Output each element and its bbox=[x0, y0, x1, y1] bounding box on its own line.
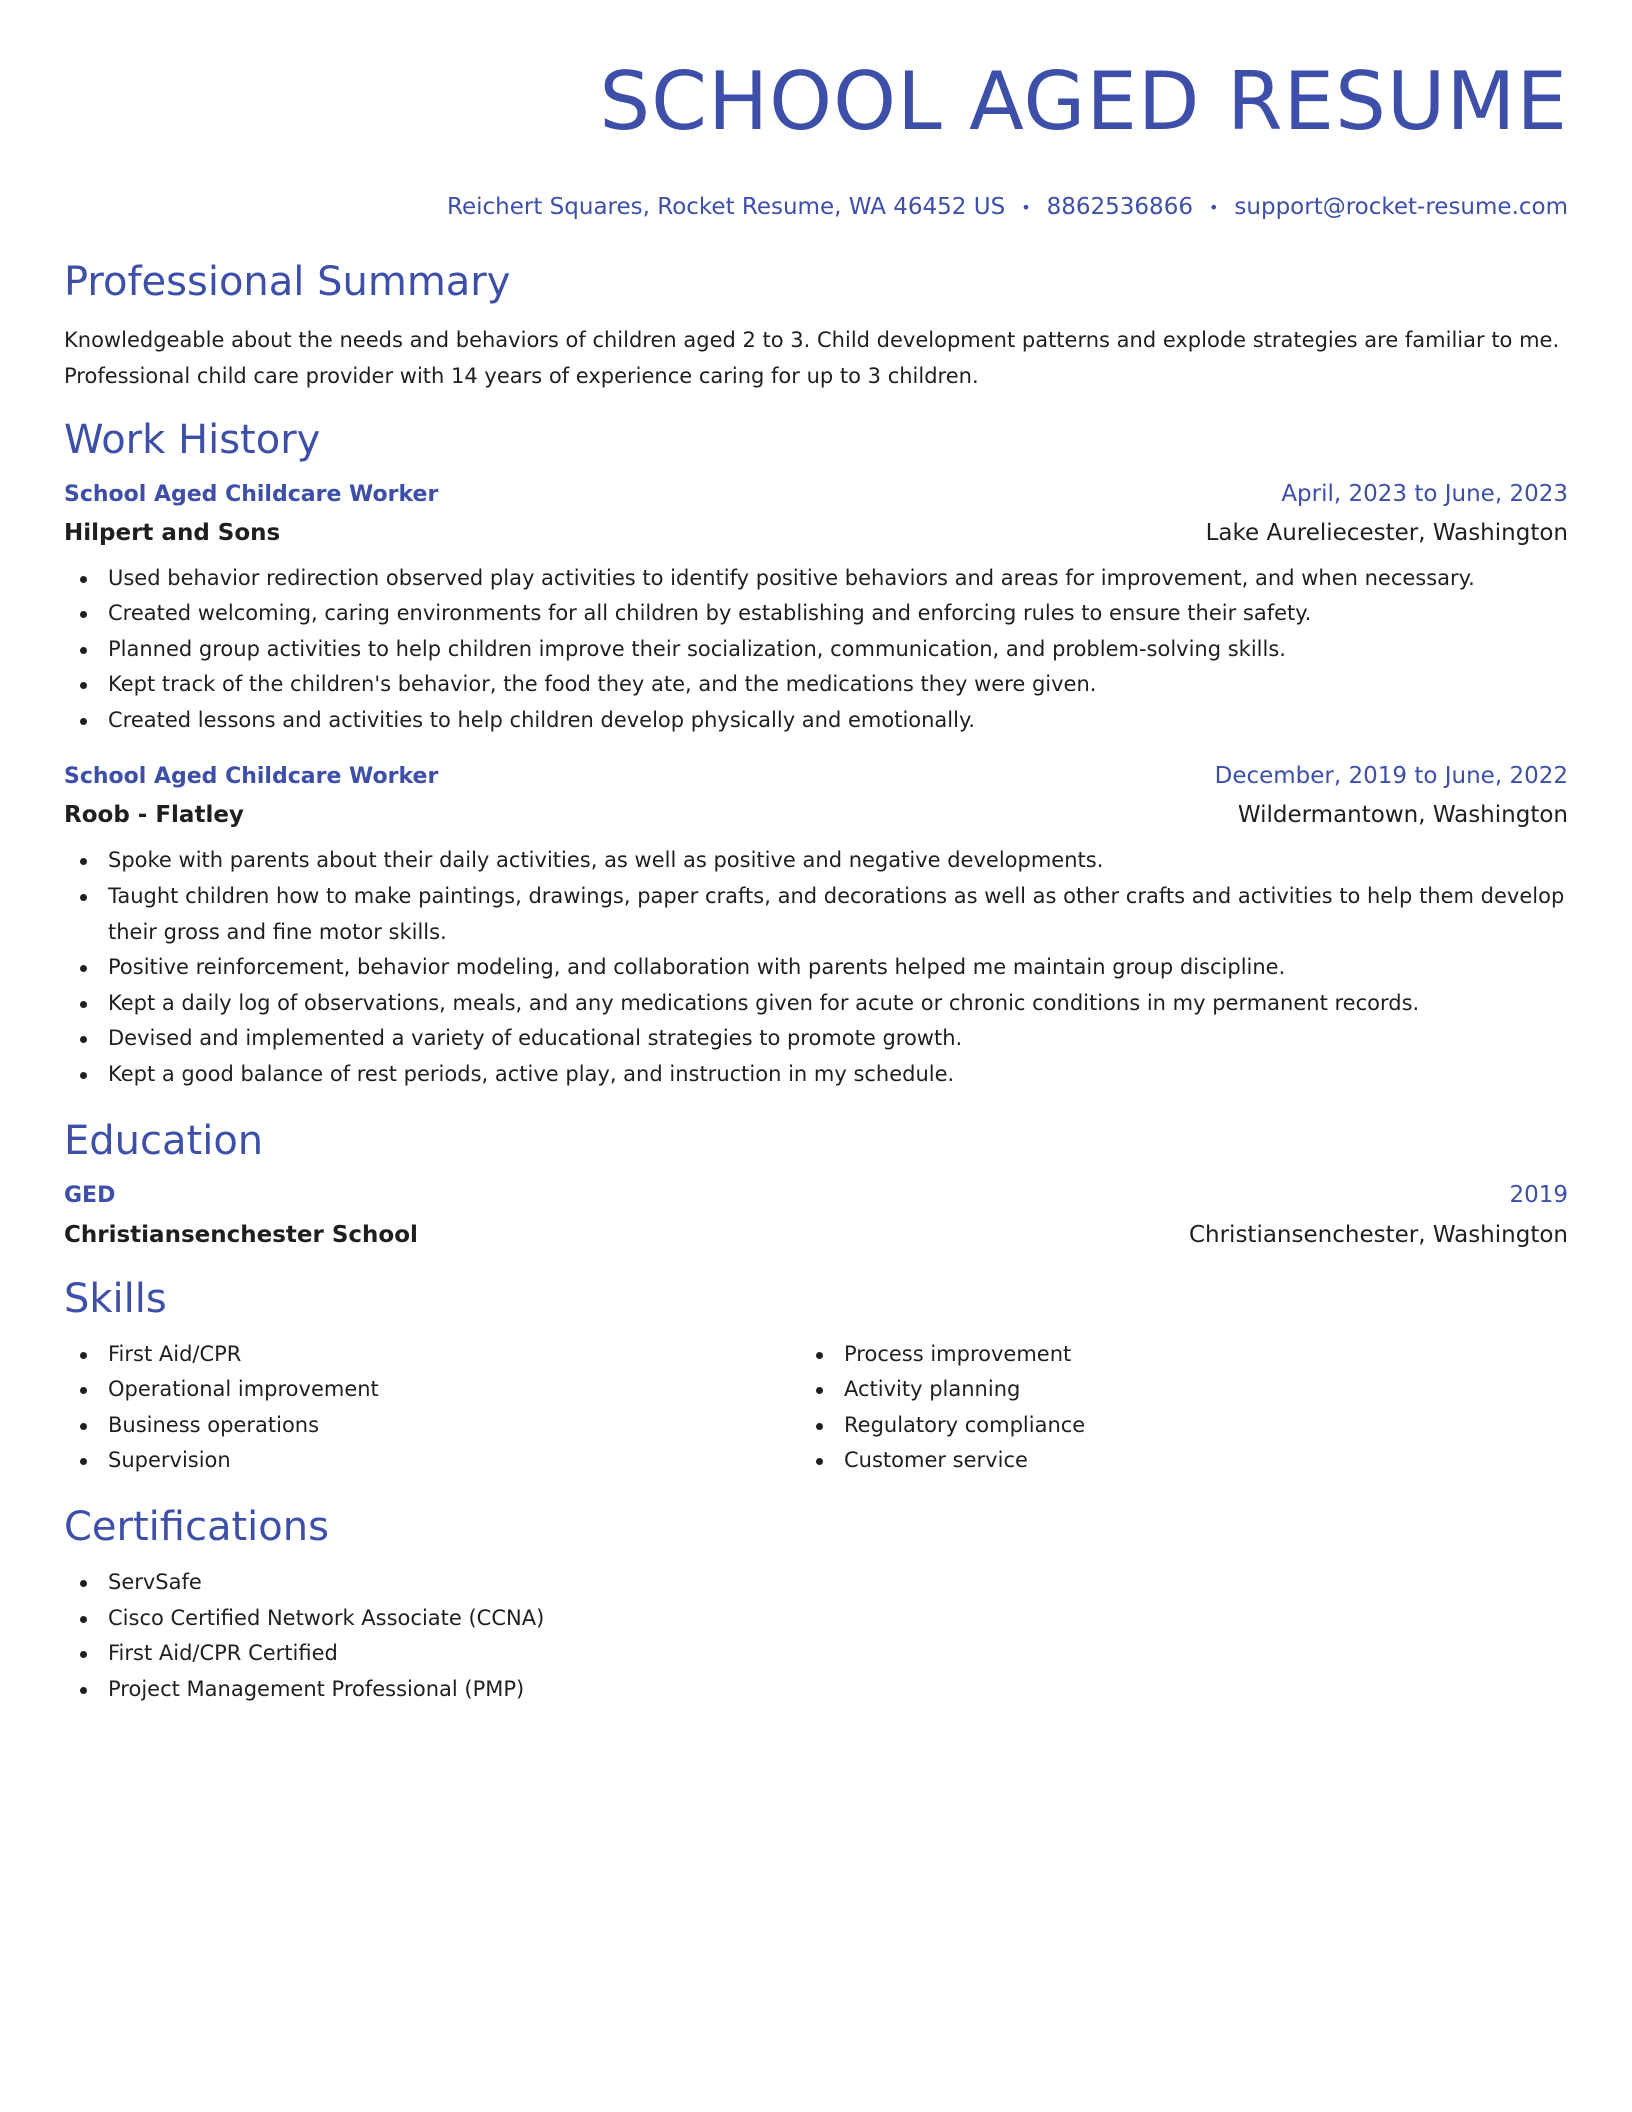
job-location: Lake Aureliecester, Washington bbox=[1205, 519, 1568, 546]
job-bullet: Kept a daily log of observations, meals, and any medications given for acute or chronic conditions in my permanent records. bbox=[64, 986, 1568, 1022]
certification-item: First Aid/CPR Certified bbox=[64, 1636, 1568, 1672]
skills-heading: Skills bbox=[64, 1275, 167, 1322]
skill-item: Regulatory compliance bbox=[800, 1408, 1536, 1444]
education-school-row bbox=[64, 1219, 1568, 1251]
job-company: Hilpert and Sons bbox=[64, 519, 281, 546]
job-company-row bbox=[64, 517, 1568, 549]
education-heading: Education bbox=[64, 1117, 264, 1164]
certifications-list bbox=[64, 1565, 1568, 1707]
job-bullet: Taught children how to make paintings, drawings, paper crafts, and decorations as well as other crafts and activities to help them develop their gross and fine motor skills. bbox=[64, 879, 1568, 950]
skill-item: Activity planning bbox=[800, 1372, 1536, 1408]
education-entry bbox=[64, 1179, 1568, 1251]
job-title: School Aged Childcare Worker bbox=[64, 764, 439, 790]
contact-line bbox=[64, 192, 1568, 223]
certifications-heading: Certifications bbox=[64, 1504, 329, 1550]
skill-item: Customer service bbox=[800, 1443, 1536, 1479]
job-dates: April, 2023 to June, 2023 bbox=[1281, 480, 1568, 507]
work-history-heading: Work History bbox=[64, 416, 321, 463]
certification-item: Cisco Certified Network Associate (CCNA) bbox=[64, 1601, 1568, 1637]
job-entry bbox=[64, 478, 1568, 739]
job-bullets bbox=[64, 561, 1568, 739]
contact-separator: • bbox=[1208, 197, 1219, 217]
education-school: Christiansenchester School bbox=[64, 1221, 418, 1248]
contact-separator: • bbox=[1021, 197, 1031, 217]
job-bullet: Planned group activities to help children improve their socialization, communication, and problem-solving skills. bbox=[64, 632, 1568, 668]
resume-name: SCHOOL AGED RESUME bbox=[599, 55, 1568, 148]
job-bullet: Kept track of the children's behavior, the food they ate, and the medications they were given. bbox=[64, 667, 1568, 703]
job-bullet: Kept a good balance of rest periods, active play, and instruction in my schedule. bbox=[64, 1057, 1568, 1093]
education-location: Christiansenchester, Washington bbox=[1188, 1221, 1568, 1248]
education-year: 2019 bbox=[1509, 1181, 1568, 1208]
job-bullet: Created lessons and activities to help children develop physically and emotionally. bbox=[64, 703, 1568, 739]
job-company: Roob - Flatley bbox=[64, 802, 244, 829]
job-bullet: Used behavior redirection observed play activities to identify positive behaviors and areas for improvement, and when necessary. bbox=[64, 561, 1568, 597]
job-entry bbox=[64, 760, 1568, 1092]
contact-email[interactable]: support@rocket-resume.com bbox=[1234, 194, 1568, 220]
education-header-row bbox=[64, 1179, 1568, 1212]
job-bullet: Spoke with parents about their daily activities, as well as positive and negative developments. bbox=[64, 843, 1568, 879]
skills-list-right bbox=[800, 1337, 1536, 1479]
skill-item: First Aid/CPR bbox=[64, 1337, 800, 1373]
job-bullet: Created welcoming, caring environments for all children by establishing and enforcing rules to ensure their safety. bbox=[64, 596, 1568, 632]
summary-heading: Professional Summary bbox=[64, 258, 511, 305]
job-title: School Aged Childcare Worker bbox=[64, 481, 439, 507]
skill-item: Business operations bbox=[64, 1408, 800, 1444]
job-bullets bbox=[64, 843, 1568, 1092]
job-location: Wildermantown, Washington bbox=[1237, 802, 1568, 829]
certification-item: ServSafe bbox=[64, 1565, 1568, 1601]
job-company-row bbox=[64, 799, 1568, 831]
job-bullet: Positive reinforcement, behavior modeling, and collaboration with parents helped me maintain group discipline. bbox=[64, 950, 1568, 986]
skills-list-left bbox=[64, 1337, 800, 1479]
skill-item: Operational improvement bbox=[64, 1372, 800, 1408]
contact-phone: 8862536866 bbox=[1046, 194, 1193, 220]
skill-item: Supervision bbox=[64, 1443, 800, 1479]
job-bullet: Devised and implemented a variety of educational strategies to promote growth. bbox=[64, 1021, 1568, 1057]
job-header-row bbox=[64, 478, 1568, 511]
education-degree: GED bbox=[64, 1182, 116, 1208]
job-header-row bbox=[64, 760, 1568, 793]
certification-item: Project Management Professional (PMP) bbox=[64, 1672, 1568, 1708]
skills-columns bbox=[64, 1337, 1568, 1479]
job-dates: December, 2019 to June, 2022 bbox=[1214, 763, 1568, 790]
summary-text: Knowledgeable about the needs and behaviors of children aged 2 to 3. Child development patterns and explode strategies are familiar to me. Professional child care provider with 14 years of experience caring for up to 3 children. bbox=[64, 327, 1560, 388]
contact-address: Reichert Squares, Rocket Resume, WA 46452 US bbox=[447, 194, 1006, 220]
skill-item: Process improvement bbox=[800, 1337, 1536, 1373]
